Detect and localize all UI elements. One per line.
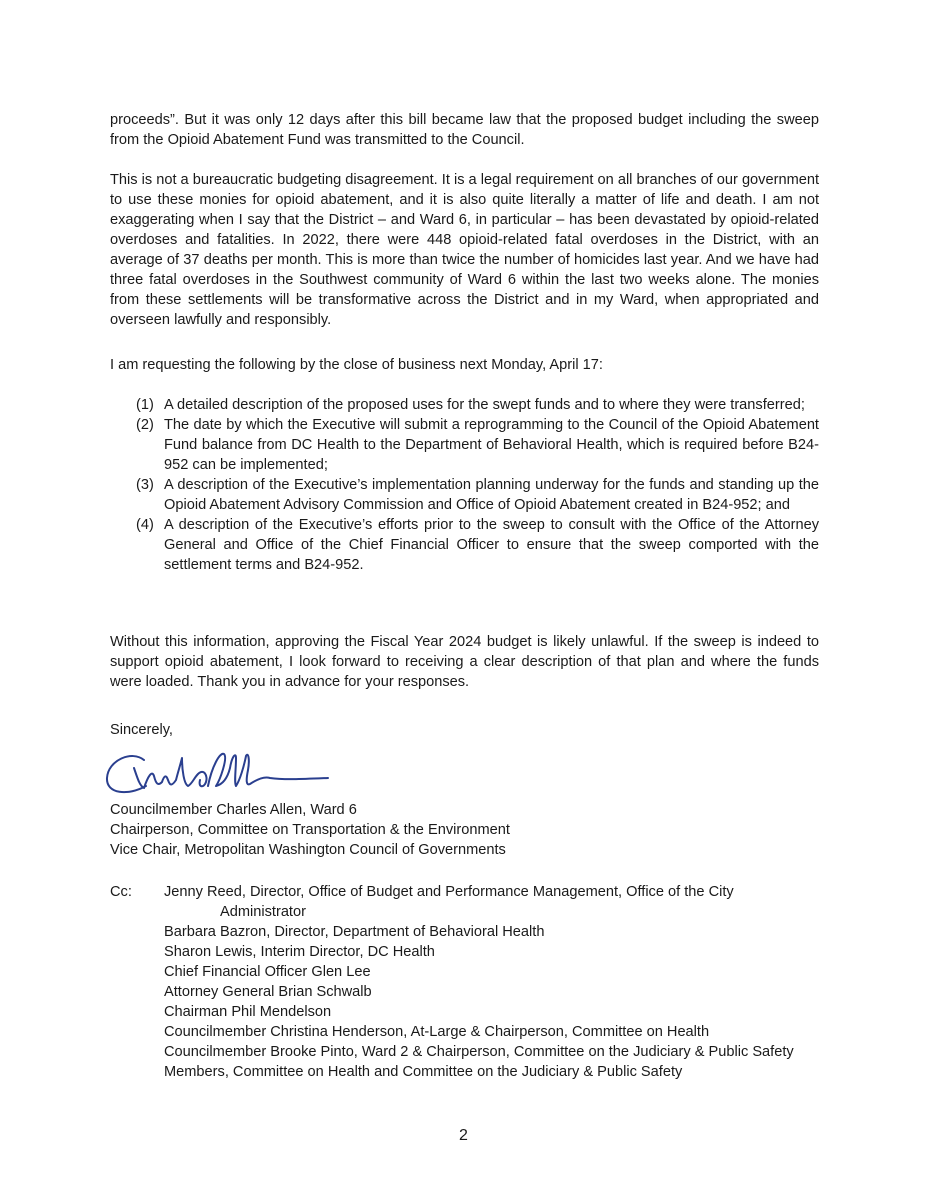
cc-recipient: Attorney General Brian Schwalb [164,984,372,1000]
cc-recipient: Chief Financial Officer Glen Lee [164,964,371,980]
handwritten-signature [104,746,334,800]
request-number: (3) [136,477,154,493]
cc-recipient [164,882,824,922]
signatory-committee-role: Chairperson, Committee on Transportation & the Environment [110,822,510,838]
paragraph-continuation: proceeds”. But it was only 12 days after this bill became law that the proposed budget including the sweep from the Opioid Abatement Fund was transmitted to the Council. [110,112,819,148]
cc-recipient-list [164,882,824,1082]
request-text: A description of the Executive’s implementation planning underway for the funds and standing up the Opioid Abatement Advisory Commission and Office of Opioid Abatement created in B24-952; and [164,477,819,513]
request-number: (2) [136,417,154,433]
request-text: A description of the Executive’s efforts prior to the sweep to consult with the Office of the Attorney General and Office of the Chief Financial Officer to ensure that the sweep comported with the settlement terms and B24-952. [164,517,819,573]
request-text: The date by which the Executive will submit a reprogramming to the Council of the Opioid Abatement Fund balance from DC Health to the Department of Behavioral Health, which is required before B24-952 can be implemented; [164,417,819,473]
cc-recipient: Members, Committee on Health and Committee on the Judiciary & Public Safety [164,1064,683,1080]
request-list [110,395,819,575]
paragraph-request-intro: I am requesting the following by the close of business next Monday, April 17: [110,357,603,373]
page-number: 2 [459,1127,468,1144]
cc-recipient: Councilmember Brooke Pinto, Ward 2 & Chairperson, Committee on the Judiciary & Public Safety [164,1044,794,1060]
request-item [110,475,819,515]
cc-recipient: Sharon Lewis, Interim Director, DC Health [164,944,435,960]
cc-label: Cc: [110,884,132,900]
signatory-block [110,800,819,860]
cc-recipient-continuation: Administrator [220,904,306,920]
request-text: A detailed description of the proposed uses for the swept funds and to where they were transferred; [164,397,805,413]
request-item [110,515,819,575]
request-item [110,395,819,415]
request-number: (1) [136,397,154,413]
closing-salutation: Sincerely, [110,722,173,738]
request-item [110,415,819,475]
signatory-council-role: Vice Chair, Metropolitan Washington Council of Governments [110,842,506,858]
cc-recipient: Barbara Bazron, Director, Department of Behavioral Health [164,924,545,940]
request-number: (4) [136,517,154,533]
cc-recipient: Councilmember Christina Henderson, At-Large & Chairperson, Committee on Health [164,1024,710,1040]
signatory-name-title: Councilmember Charles Allen, Ward 6 [110,802,357,818]
cc-recipient-text: Jenny Reed, Director, Office of Budget and Performance Management, Office of the City [164,884,734,900]
paragraph-legal-requirement: This is not a bureaucratic budgeting disagreement. It is a legal requirement on all branches of our government to use these monies for opioid abatement, and it is also quite literally a matter of life and death. I am not exaggerating when I say that the District – and Ward 6, in particular – has been devastated by opioid-related overdoses and fatalities. In 2022, there were 448 opioid-related fatal overdoses in the District, with an average of 37 deaths per month. This is more than twice the number of homicides last year. And we have had three fatal overdoses in the Southwest community of Ward 6 within the last two weeks alone. The monies from these settlements will be transformative across the District and in my Ward, when appropriated and overseen lawfully and responsibly. [110,172,820,328]
cc-recipient: Chairman Phil Mendelson [164,1004,332,1020]
paragraph-conclusion: Without this information, approving the Fiscal Year 2024 budget is likely unlawful. If the sweep is indeed to support opioid abatement, I look forward to receiving a clear description of that plan and where the funds were loaded. Thank you in advance for your responses. [110,634,819,690]
